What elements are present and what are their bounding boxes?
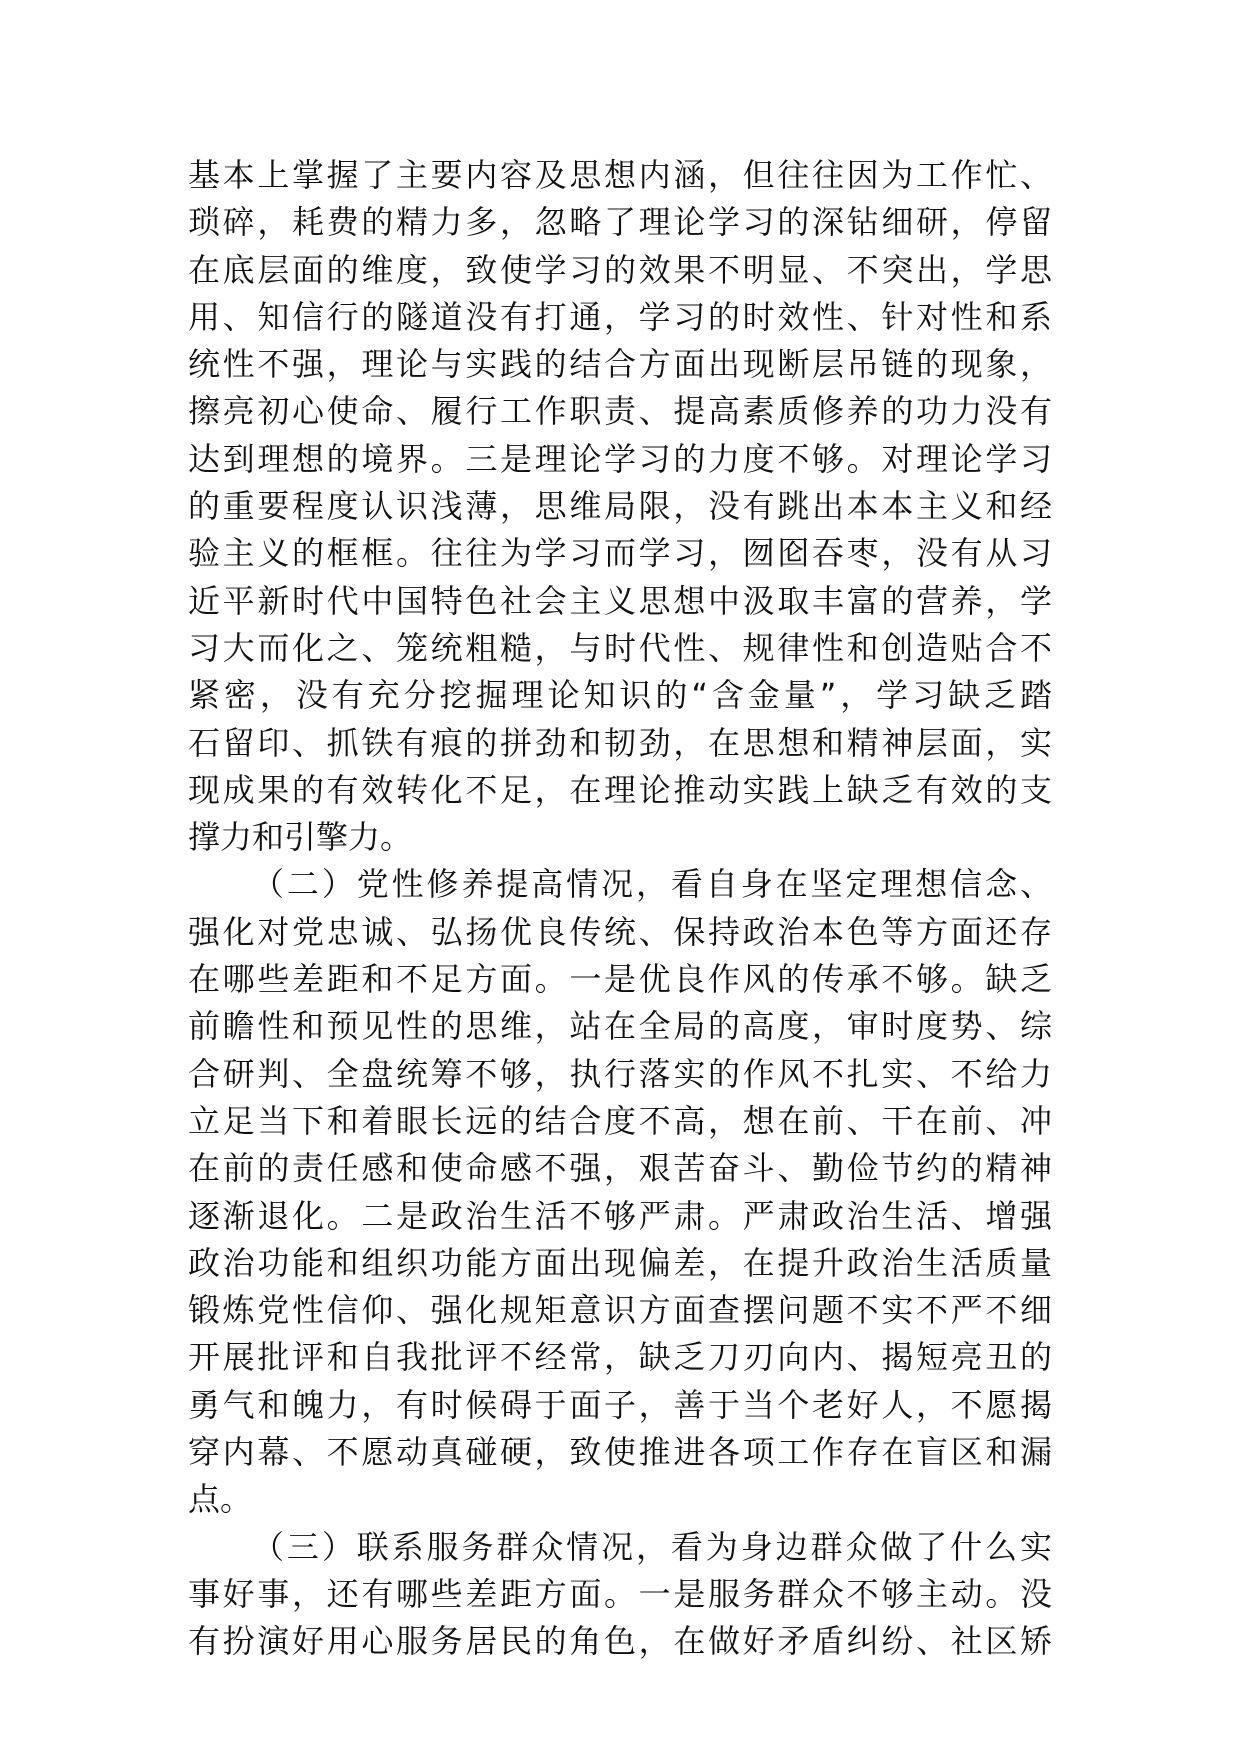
text-line: 的重要程度认识浅薄，思维局限，没有跳出本本主义和经 xyxy=(188,487,1052,526)
text-line: 开展批评和自我批评不经常，缺乏刀刃向内、揭短亮丑的 xyxy=(188,1338,1052,1377)
text-line: 穿内幕、不愿动真碰硬，致使推进各项工作存在盲区和漏 xyxy=(188,1433,1052,1472)
document-body xyxy=(188,152,1052,1666)
text-line: 撑力和引擎力。 xyxy=(188,818,413,857)
text-line: 政治功能和组织功能方面出现偏差，在提升政治生活质量 xyxy=(188,1243,1052,1282)
text-line: 点。 xyxy=(188,1480,253,1519)
text-line: 勇气和魄力，有时候碍于面子，善于当个老好人，不愿揭 xyxy=(188,1385,1052,1424)
text-line: 擦亮初心使命、履行工作职责、提高素质修养的功力没有 xyxy=(188,392,1052,431)
text-line: 石留印、抓铁有痕的拼劲和韧劲，在思想和精神层面，实 xyxy=(188,723,1052,762)
paragraph-section-3 xyxy=(188,1524,1052,1666)
text-line: 验主义的框框。往往为学习而学习，囫囵吞枣，没有从习 xyxy=(188,534,1052,573)
text-line: 基本上掌握了主要内容及思想内涵，但往往因为工作忙、 xyxy=(188,156,1052,194)
text-line: 合研判、全盘统筹不够，执行落实的作风不扎实、不给力 xyxy=(188,1054,1052,1093)
text-line: 锻炼党性信仰、强化规矩意识方面查摆问题不实不严不细 xyxy=(188,1291,1052,1330)
text-line: 逐渐退化。二是政治生活不够严肃。严肃政治生活、增强 xyxy=(188,1196,1052,1235)
text-line: 立足当下和着眼长远的结合度不高，想在前、干在前、冲 xyxy=(188,1101,1052,1140)
text-line: 现成果的有效转化不足，在理论推动实践上缺乏有效的支 xyxy=(188,770,1052,809)
text-line: 强化对党忠诚、弘扬优良传统、保持政治本色等方面还存 xyxy=(188,912,1052,951)
text-line: 统性不强，理论与实践的结合方面出现断层吊链的现象， xyxy=(188,345,1052,384)
text-line: 事好事，还有哪些差距方面。一是服务群众不够主动。没 xyxy=(188,1574,1052,1613)
text-line: 前瞻性和预见性的思维，站在全局的高度，审时度势、综 xyxy=(188,1007,1052,1046)
text-line: （二）党性修养提高情况，看自身在坚定理想信念、 xyxy=(252,865,1052,904)
text-line: 用、知信行的隧道没有打通，学习的时效性、针对性和系 xyxy=(188,297,1052,336)
text-line: 达到理想的境界。三是理论学习的力度不够。对理论学习 xyxy=(188,439,1052,478)
text-line: 习大而化之、笼统粗糙，与时代性、规律性和创造贴合不 xyxy=(188,628,1052,667)
text-line: 在底层面的维度，致使学习的效果不明显、不突出，学思 xyxy=(188,250,1052,289)
text-line: （三）联系服务群众情况，看为身边群众做了什么实 xyxy=(252,1527,1052,1566)
paragraph-section-2 xyxy=(188,861,1052,1523)
text-line: 琐碎，耗费的精力多，忽略了理论学习的深钻细研，停留 xyxy=(188,203,1052,242)
text-line: 近平新时代中国特色社会主义思想中汲取丰富的营养，学 xyxy=(188,581,1052,620)
text-line: 在前的责任感和使命感不强，艰苦奋斗、勤俭节约的精神 xyxy=(188,1149,1052,1188)
text-line: 在哪些差距和不足方面。一是优良作风的传承不够。缺乏 xyxy=(188,960,1052,999)
text-line: 有扮演好用心服务居民的角色，在做好矛盾纠纷、社区矫 xyxy=(188,1622,1052,1661)
paragraph-continuation xyxy=(188,152,1052,861)
text-line: 紧密，没有充分挖掘理论知识的“含金量”，学习缺乏踏 xyxy=(188,676,1052,715)
